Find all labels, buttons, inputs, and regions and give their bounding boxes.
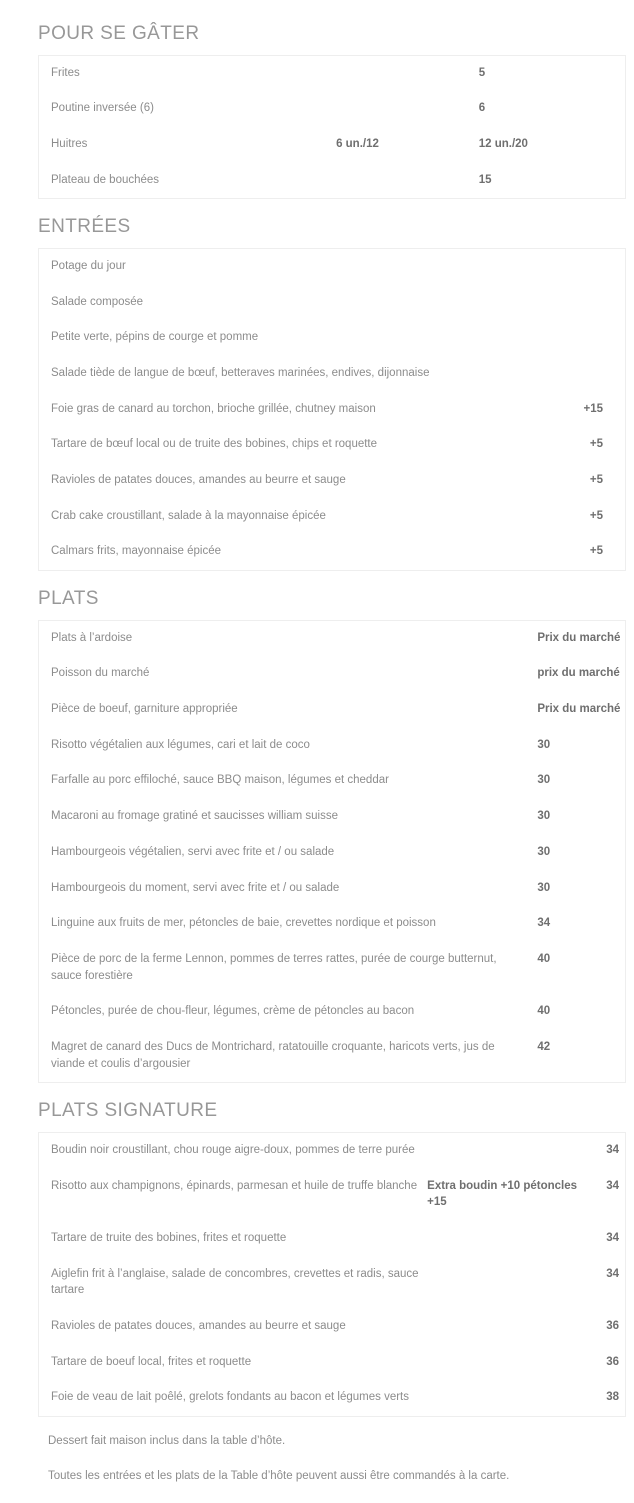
menu-item-name: Linguine aux fruits de mer, pétoncles de baie, crevettes nordique et poisson [51,917,436,930]
menu-item-price: 30 [537,845,551,858]
menu-item-name: Tartare de boeuf local, frites et roquette [51,1355,252,1368]
menu-item-option-price: Extra boudin +10 pétoncles +15 [427,1179,578,1209]
menu-row [39,1132,626,1168]
menu-table [38,55,626,200]
menu-item-option-price [427,1380,589,1416]
menu-item-price: 34 [537,917,551,930]
menu-row [39,127,626,163]
menu-row [39,763,626,799]
menu-item-name: Tartare de truite des bobines, frites et roquette [51,1231,287,1244]
menu-item-price: 15 [478,173,492,186]
menu-footnote: Toutes les entrées et les plats de la Table d’hôte peuvent aussi être commandés à la carte. [48,1470,510,1483]
menu-row [39,356,626,392]
menu-item-name: Foie gras de canard au torchon, brioche grillée, chutney maison [51,402,376,415]
menu-item-name: Aiglefin frit à l’anglaise, salade de concombres, crevettes et radis, sauce tartare [51,1267,419,1297]
menu-item-price [559,320,625,356]
menu-item-option-price [427,1257,589,1309]
menu-item-price: 34 [606,1267,619,1280]
menu-item-name: Petite verte, pépins de courge et pomme [51,331,259,344]
menu-row [39,249,626,285]
menu-item-price: 34 [606,1231,619,1244]
menu-row [39,1345,626,1381]
menu-item-name: Hambourgeois végétalien, servi avec frite et / ou salade [51,845,335,858]
menu-item-name: Pièce de boeuf, garniture appropriée [51,703,238,716]
menu-item-name: Hambourgeois du moment, servi avec frite et / ou salade [51,881,340,894]
menu-item-price: Prix du marché [537,631,621,644]
menu-item-name: Ravioles de patates douces, amandes au beurre et sauge [51,474,346,487]
menu-section [8,1099,626,1417]
menu-item-price: 40 [537,952,551,965]
menu-item-name: Huitres [51,138,88,151]
menu-item-price [559,356,625,392]
menu-table [38,1132,626,1417]
section-heading: ENTRÉES [38,216,131,238]
menu-row [39,1030,626,1083]
menu-row [39,392,626,428]
menu-row [39,1169,626,1221]
menu-item-name: Crab cake croustillant, salade à la mayonnaise épicée [51,509,326,522]
menu-item-name: Potage du jour [51,260,126,273]
menu-item-price: 36 [606,1319,619,1332]
menu-sections [8,22,626,1417]
menu-row [39,1221,626,1257]
menu-item-name: Plateau de bouchées [51,173,160,186]
menu-item-price: 34 [606,1179,619,1192]
menu-item-name: Salade composée [51,295,144,308]
menu-row [39,285,626,321]
menu-item-name: Plats à l’ardoise [51,631,133,644]
menu-footnotes [38,1433,626,1486]
menu-item-price: 42 [537,1040,551,1053]
menu-item-price: 36 [606,1355,619,1368]
menu-item-price: 30 [537,881,551,894]
menu-row [39,728,626,764]
menu-row [39,320,626,356]
menu-row [39,55,626,91]
menu-item-price: 12 un./20 [478,138,528,151]
menu-item-name: Poisson du marché [51,667,150,680]
menu-item-price: +5 [589,509,603,522]
menu-item-name: Poutine inversée (6) [51,102,154,115]
menu-item-price: 30 [537,738,551,751]
menu-item-price: 38 [606,1391,619,1404]
menu-section [8,215,626,571]
menu-row [39,1380,626,1416]
menu-item-name: Pétoncles, purée de chou-fleur, légumes, crème de pétoncles au bacon [51,1005,415,1018]
section-heading: PLATS [38,588,99,610]
menu-row [39,463,626,499]
menu-row [39,620,626,656]
menu-item-name: Foie de veau de lait poêlé, grelots fondants au bacon et légumes verts [51,1391,410,1404]
menu-row [39,835,626,871]
menu-item-price: 5 [478,66,486,79]
menu-item-name: Ravioles de patates douces, amandes au beurre et sauge [51,1319,346,1332]
section-heading: PLATS SIGNATURE [38,1100,218,1122]
menu-item-name: Tartare de bœuf local ou de truite des bobines, chips et roquette [51,438,378,451]
menu-item-name: Boudin noir croustillant, chou rouge aigre-doux, pommes de terre purée [51,1143,415,1156]
menu-row [39,1309,626,1345]
menu-row [39,163,626,199]
menu-item-name: Risotto végétalien aux légumes, cari et lait de coco [51,738,310,751]
menu-item-option-price [427,1132,589,1168]
menu-row [39,534,626,570]
menu-item-price: 40 [537,1005,551,1018]
menu-item-price: +5 [589,474,603,487]
menu-item-price: Prix du marché [537,703,621,716]
menu-row [39,906,626,942]
menu-row [39,942,626,994]
menu-item-price: +5 [589,545,603,558]
menu-row [39,91,626,127]
menu-section [8,587,626,1083]
menu-item-option-price [427,1345,589,1381]
menu-item-option-price [427,1309,589,1345]
menu-section [8,22,626,199]
menu-row [39,871,626,907]
menu-row [39,692,626,728]
menu-item-name: Calmars frits, mayonnaise épicée [51,545,222,558]
menu-item-name: Magret de canard des Ducs de Montrichard, ratatouille croquante, haricots verts, jus de viande et coulis d’argousier [51,1040,495,1070]
menu-item-price: 6 [478,102,486,115]
menu-item-name: Pièce de porc de la ferme Lennon, pommes de terres rattes, purée de courge butternut, sauce forestière [51,952,497,982]
menu-item-price: prix du marché [537,667,620,680]
menu-item-option-price: 6 un./12 [336,138,379,151]
menu-item-name: Frites [51,66,80,79]
menu-row [39,656,626,692]
menu-item-price: 34 [606,1143,619,1156]
menu-table [38,248,626,571]
menu-footnote: Dessert fait maison inclus dans la table d’hôte. [48,1434,286,1447]
menu-item-price: 30 [537,810,551,823]
menu-row [39,994,626,1030]
menu-row [39,427,626,463]
menu-row [39,499,626,535]
menu-item-price [559,285,625,321]
menu-row [39,1257,626,1309]
menu-item-price: 30 [537,774,551,787]
menu-item-option-price [336,55,479,91]
menu-item-option-price [336,163,479,199]
menu-item-name: Salade tiède de langue de bœuf, betteraves marinées, endives, dijonnaise [51,367,430,380]
menu-item-name: Farfalle au porc effiloché, sauce BBQ maison, légumes et cheddar [51,774,389,787]
menu-table [38,620,626,1083]
section-heading: POUR SE GÂTER [38,23,200,44]
menu-item-price [559,249,625,285]
menu-item-price: +5 [589,438,603,451]
menu-row [39,799,626,835]
menu-item-name: Risotto aux champignons, épinards, parmesan et huile de truffe blanche [51,1179,418,1192]
menu-item-price: +15 [583,402,603,415]
menu-item-name: Macaroni au fromage gratiné et saucisses william suisse [51,810,338,823]
menu-item-option-price [336,91,479,127]
menu-item-option-price [427,1221,589,1257]
